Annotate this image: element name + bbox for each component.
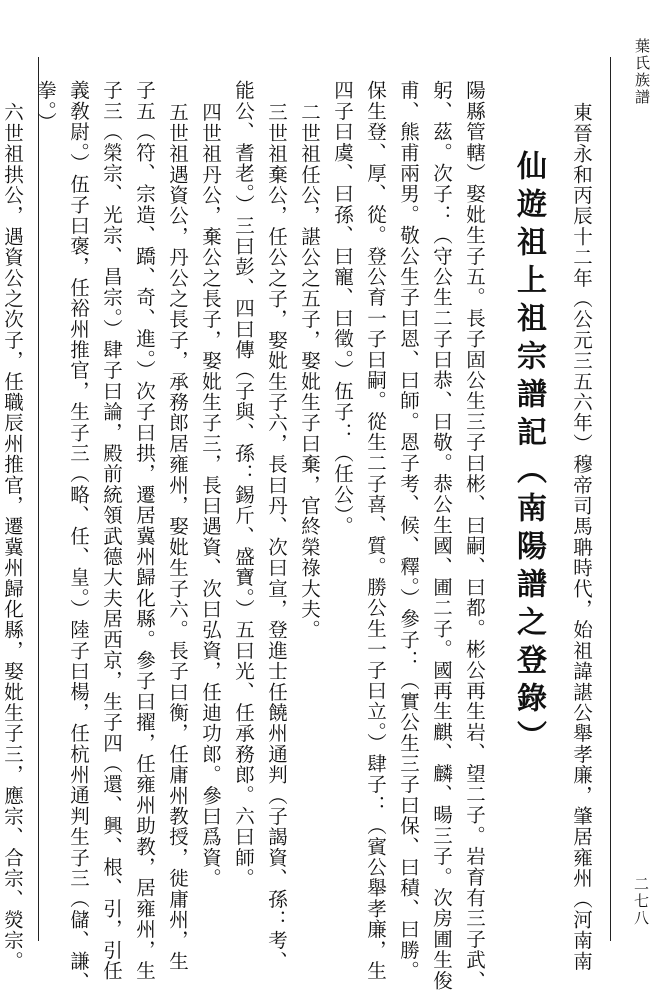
text-column: 四世祖丹公，棄公之長子，娶妣生子三，長曰遇資、次曰弘資，任迪功郎。參曰爲資。 bbox=[199, 102, 222, 889]
text-column: 甫、熊甫兩男。敬公生子曰恩、曰師。恩子考、候、釋。）參子：（實公生三子曰保、曰積、曰勝。 bbox=[397, 80, 420, 982]
text-column: 東晉永和丙辰十二年（公元三五六年）穆帝司馬聃時代，始祖諱諶公舉孝廉，肇居雍州（河南南 bbox=[570, 102, 593, 972]
text-column: 保生登、厚、從。登公育一子曰嗣。從生二子喜、質。勝公生一子曰立。）肆子：（賓公舉孝廉，生 bbox=[364, 80, 387, 982]
text-column: 能公、耆老。）三曰彭、四曰傳（子與、孫：錫斤、盛寶。）五曰光、任承務郎。六曰師。 bbox=[232, 80, 255, 889]
genealogy-text bbox=[1, 80, 598, 992]
text-column: 四子曰虞、曰孫、曰寵、曰徵。）伍子：（任公）。 bbox=[331, 80, 354, 537]
text-column: 五世祖遇資公，丹公之長子，承務郎居雍州，娶妣生子六。長子曰衡，任庸州教授，徙庸州，生 bbox=[166, 102, 189, 972]
text-column: 拳。） bbox=[34, 80, 57, 133]
text-column: 子三（榮宗、光宗、昌宗。）肆子曰論，殿前統領武德大夫居西京，生子四（還、興、根、引，引任 bbox=[100, 80, 123, 982]
section-title: 仙遊祖上祖宗譜記（南陽譜之登錄） bbox=[511, 150, 546, 758]
text-column: 二世祖任公，諶公之五子，娶妣生子曰棄，官終榮祿大夫。 bbox=[298, 102, 321, 641]
text-column: 六世祖拱公，遇資公之次子，任職辰州推官，遷冀州歸化縣，娶妣生子三，應宗、合宗、熒宗。 bbox=[1, 102, 24, 972]
text-column: 陽縣管轄）娶妣生子五。長子固公生三子曰彬、曰嗣、曰都。彬公再生岩、望二子。岩育有三子武、 bbox=[463, 80, 486, 991]
text-column: 子五（符、宗造、蹻、奇、進。）次子曰拱，遷居冀州歸化縣。參子曰擢，任雍州助教，居雍州，生 bbox=[133, 80, 156, 982]
text-column: 義敎尉。）伍子曰褒，任裕州推官，生子三（略、任、皇。）陸子曰楊，任杭州通判生子三（儲、謙、 bbox=[67, 80, 90, 992]
running-head: 葉氏族譜 bbox=[633, 38, 651, 106]
page-number: 二七八 bbox=[632, 876, 650, 927]
text-column: 躬、茲。次子：（守公生二子曰恭、曰敬。恭公生國、圃二子。國再生麒、麟、暘三子。次房圃生俊 bbox=[430, 80, 453, 991]
text-column: 三世祖棄公，任公之子，娶妣生子六，長曰丹、次曰宣，登進士任饒州通判（子謁資、孫：考、 bbox=[265, 102, 288, 972]
